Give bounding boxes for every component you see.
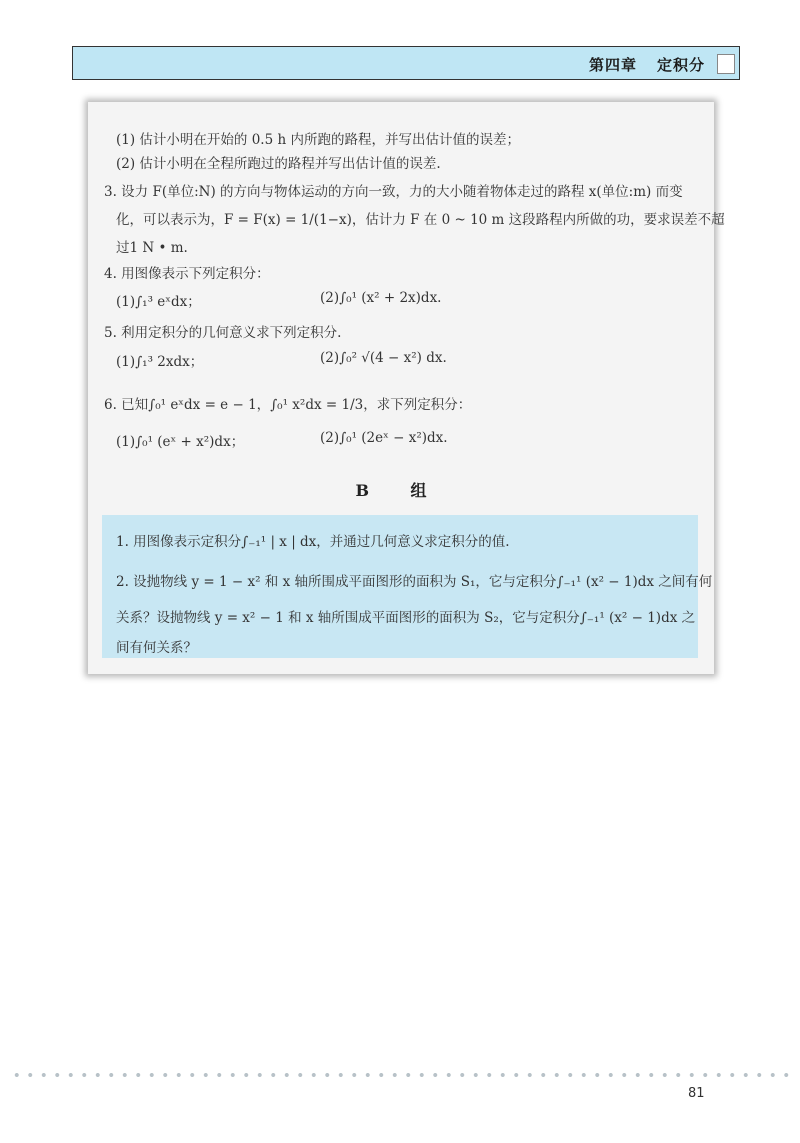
group-b-q2-line3: 间有何关系？ (116, 640, 197, 656)
q2-sub1: (1) 估计小明在开始的 0.5 h 内所跑的路程，并写出估计值的误差； (116, 132, 520, 148)
q5-a: (1)∫₁³ 2xdx； (116, 354, 204, 370)
q5-title: 5. 利用定积分的几何意义求下列定积分. (104, 325, 342, 341)
group-b-q1: 1. 用图像表示定积分∫₋₁¹ | x | dx，并通过几何意义求定积分的值. (116, 534, 510, 550)
group-b-q2-line1: 2. 设抛物线 y = 1 − x² 和 x 轴所围成平面图形的面积为 S₁，它与定积分∫₋₁¹ (x² − 1)dx 之间有何 (116, 574, 713, 590)
chapter-title (569, 54, 705, 75)
q3-line1: 3. 设力 F(单位:N) 的方向与物体运动的方向一致，力的大小随着物体走过的路程 x(单位:m) 而变 (104, 184, 683, 200)
footer-dotted-rule (10, 1072, 790, 1078)
q4-a: (1)∫₁³ eˣdx； (116, 294, 201, 310)
q4-b: (2)∫₀¹ (x² + 2x)dx. (320, 290, 442, 306)
chapter-number: 第四章 (588, 56, 637, 74)
page-number: 81 (688, 1086, 705, 1101)
group-b-title: B 组 (355, 481, 445, 500)
q6-a: (1)∫₀¹ (eˣ + x²)dx； (116, 434, 245, 450)
chapter-header-bar (72, 46, 740, 80)
q2-sub2: (2) 估计小明在全程所跑过的路程并写出估计值的误差. (116, 156, 441, 172)
q3-line3: 过1 N • m. (116, 240, 188, 256)
group-b-q2-line2: 关系？设抛物线 y = x² − 1 和 x 轴所围成平面图形的面积为 S₂，它与定积分∫₋₁¹ (x² − 1)dx 之 (116, 610, 696, 626)
q5-b: (2)∫₀² √(4 − x²) dx. (320, 350, 447, 366)
q3-line2: 化，可以表示为，F = F(x) = 1/(1−x)，估计力 F 在 0 ~ 10 m 这段路程内所做的功，要求误差不超 (116, 212, 725, 228)
q6-title: 6. 已知∫₀¹ eˣdx = e − 1，∫₀¹ x²dx = 1/3，求下列定积分： (104, 397, 472, 413)
chapter-topic: 定积分 (656, 56, 705, 74)
q4-title: 4. 用图像表示下列定积分： (104, 266, 270, 282)
header-square-icon (717, 54, 735, 74)
q6-b: (2)∫₀¹ (2eˣ − x²)dx. (320, 430, 448, 446)
